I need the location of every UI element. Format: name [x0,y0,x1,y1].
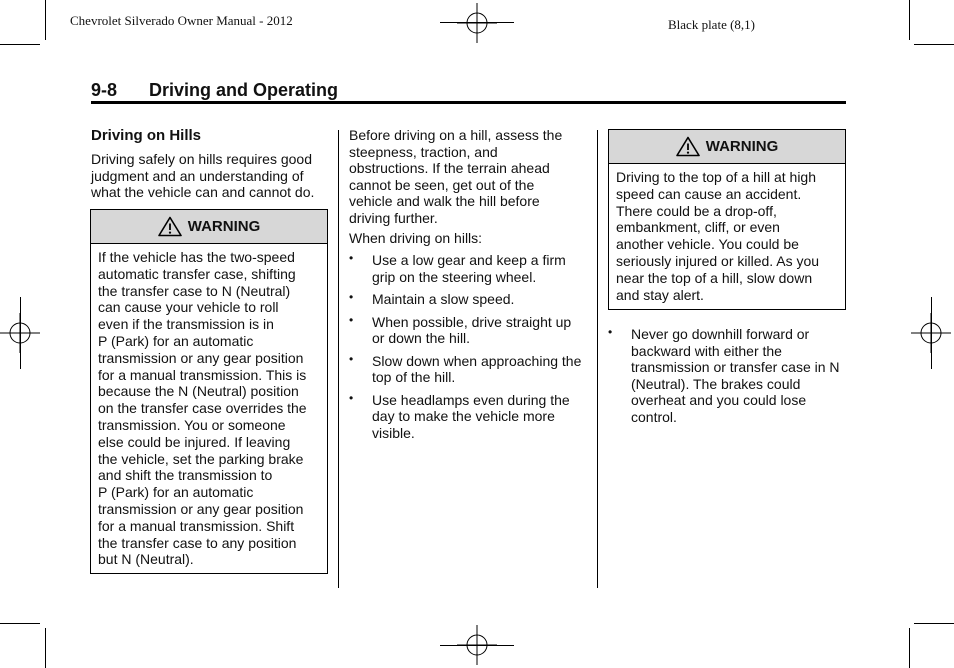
warning-line: and shift the transmission to [98,467,273,484]
warning-line: else could be injured. If leaving [98,433,291,450]
warning-label: WARNING [187,218,261,235]
registration-vline-right [931,297,932,369]
list-item: • Use headlamps even during the day to make the vehicle more visible. [349,392,585,442]
warning-line: for a manual transmission. This is [98,366,307,383]
warning-line: embankment, cliff, or even [616,219,780,236]
warning-line: because the N (Neutral) position [98,383,299,400]
warning-label: WARNING [705,138,779,155]
section-title: Driving and Operating [149,80,339,100]
warning-line: There could be a drop-off, [616,202,777,219]
warning-line: the vehicle, set the parking brake [98,450,304,467]
registration-mark-top-icon [457,3,497,43]
column1-intro: Driving safely on hills requires good judgment and an understanding of what the vehicle can and cannot do. [91,151,315,200]
registration-line-bottom [440,645,514,646]
warning-body [91,244,327,568]
section-number: 9-8 [91,80,118,100]
warning-line: P (Park) for an automatic [98,484,254,501]
crop-mark-bottom-right-v [909,628,910,668]
warning-header [609,130,845,164]
warning-line: even if the transmission is in [98,316,274,333]
warning-line: transmission or any gear position [98,500,304,517]
subsection-heading: Driving on Hills [91,127,202,144]
warning-line: transmission. You or someone [98,416,286,433]
warning-box-rollaway [90,209,328,574]
list-item: • When possible, drive straight up or down the hill. [349,314,585,347]
warning-line: seriously injured or killed. As you [616,252,820,269]
list-item: • Never go downhill forward or backward with either the transmission or transfer case in N (Neutral). The brakes could overheat and you could lose control. [608,326,840,425]
column2-intro: Before driving on a hill, assess the steepness, traction, and obstructions. If the terrain ahead cannot be seen, get out of the vehicle and walk the hill before driving further. [349,127,563,226]
warning-line: automatic transfer case, shifting [98,265,296,282]
warning-line: the transfer case to any position [98,534,297,551]
column-divider-2 [597,130,598,588]
crop-mark-top-right-v [909,0,910,40]
plate-label: Black plate (8,1) [668,17,755,32]
crop-mark-bottom-left-v [45,628,46,668]
warning-line: can cause your vehicle to roll [98,299,279,316]
warning-line: the transfer case to N (Neutral) [98,282,291,299]
warning-body [609,164,845,303]
warning-line: but N (Neutral). [98,551,194,568]
crop-mark-bottom-left-h [0,623,40,624]
list-item: • Slow down when approaching the top of the hill. [349,353,585,386]
warning-header [91,210,327,244]
hill-driving-list [349,252,585,447]
warning-line: near the top of a hill, slow down [616,269,813,286]
downhill-list [608,326,840,431]
warning-line: transmission or any gear position [98,349,304,366]
crop-mark-top-left-v [45,0,46,40]
column2-lead: When driving on hills: [349,230,483,246]
registration-line-top [440,22,514,23]
warning-triangle-icon [158,216,182,237]
crop-mark-top-right-h [914,44,954,45]
warning-line: on the transfer case overrides the [98,400,307,417]
list-item: • Use a low gear and keep a firm grip on the steering wheel. [349,252,585,285]
warning-line: If the vehicle has the two-speed [98,249,295,265]
column-divider-1 [338,130,339,588]
warning-line: another vehicle. You could be [616,236,799,253]
warning-line: speed can cause an accident. [616,185,802,202]
warning-line: Driving to the top of a hill at high [616,169,817,185]
warning-line: P (Park) for an automatic [98,332,254,349]
warning-line: and stay alert. [616,286,704,303]
warning-line: for a manual transmission. Shift [98,517,295,534]
crop-mark-bottom-right-h [914,623,954,624]
warning-box-hilltop [608,129,846,310]
registration-vline-left [20,297,21,369]
list-item: • Maintain a slow speed. [349,291,585,308]
section-heading [91,80,338,101]
manual-title: Chevrolet Silverado Owner Manual - 2012 [70,13,293,28]
section-rule [91,101,846,104]
warning-triangle-icon [676,136,700,157]
crop-mark-top-left-h [0,44,40,45]
